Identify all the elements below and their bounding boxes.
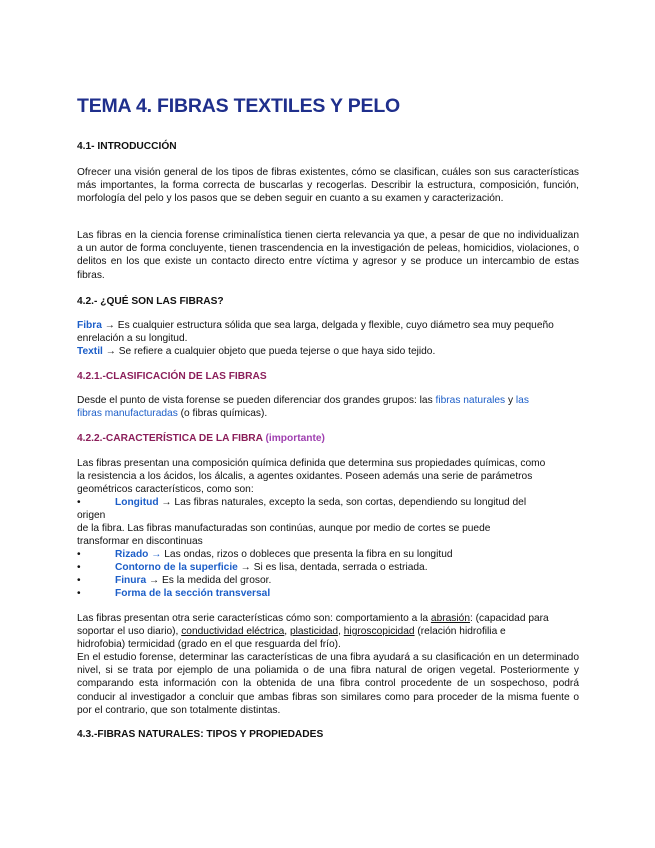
rizado-def: Las ondas, rizos o dobleces que presenta la fibra en su longitud	[161, 549, 453, 560]
heading-caracteristica-text: 4.2.2.-CARACTERÍSTICA DE LA FIBRA	[77, 433, 263, 444]
longitud-def-cont-2: de la fibra. Las fibras manufacturadas son continúas, aunque por medio de cortes se puede	[77, 523, 491, 534]
definition-textil	[77, 345, 579, 358]
importante-note: (importante)	[265, 433, 325, 444]
bullet-finura	[115, 574, 271, 587]
term-higroscopicidad: higroscopicidad	[343, 626, 415, 637]
contorno-def: → Si es lisa, dentada, serrada o estriada.	[237, 562, 428, 573]
link-fibras-naturales[interactable]: fibras naturales	[435, 395, 506, 406]
term-conductividad: conductividad eléctrica	[181, 626, 285, 637]
longitud-def-cont-1: origen	[77, 510, 106, 521]
p2-text-d: ,	[284, 626, 290, 637]
finura-def: → Es la medida del grosor.	[146, 575, 272, 586]
caracteristicas-line-2	[77, 625, 579, 638]
paragraph-intro-2: Las fibras en la ciencia forense criminalística tienen cierta relevancia ya que, a pesar de que no individualizan a un autor de forma concluyente, tienen trascendencia en la investigación de peleas, homicidios, violaciones, o delitos en los que existe un contacto directo entre víctima y agresor y se produce un intercambio de estas fibras.	[77, 230, 579, 281]
term-longitud: Longitud	[115, 497, 159, 508]
link-fibras-manufacturadas-a[interactable]: las	[515, 395, 529, 406]
p2-text-b: : (capacidad para	[470, 613, 549, 624]
bullet-rizado	[115, 548, 453, 561]
paragraph-clasificacion-cont	[77, 407, 579, 420]
paragraph-intro-1: Ofrecer una visión general de los tipos de fibras existentes, cómo se clasifican, cuáles son sus características más importantes, la forma correcta de buscarlas y recogerlas. Describir la estructura, composición, función, morfología del pelo y los pasos que se deben seguir en cuanto a su examen y caracterización.	[77, 167, 579, 205]
bullet-seccion	[115, 587, 270, 600]
bullet-marker: •	[77, 549, 81, 560]
definition-fibra	[77, 319, 579, 332]
term-finura: Finura	[115, 575, 147, 586]
bullet-longitud	[115, 496, 526, 509]
caracteristicas-line-1	[77, 612, 579, 625]
paragraph-clasificacion	[77, 394, 579, 407]
longitud-def-cont-3: transformar en discontinuas	[77, 536, 203, 547]
page-title: TEMA 4. FIBRAS TEXTILES Y PELO	[77, 95, 401, 117]
definition-fibra-cont: enrelación a su longitud.	[77, 333, 188, 344]
bullet-marker: •	[77, 588, 81, 599]
bullet-marker: •	[77, 562, 81, 573]
longitud-def: → Las fibras naturales, excepto la seda, son cortas, dependiendo su longitud del	[158, 497, 527, 508]
p2-text-e: ,	[338, 626, 344, 637]
heading-fibras-naturales: 4.3.-FIBRAS NATURALES: TIPOS Y PROPIEDADES	[77, 729, 324, 740]
definition-fibra-text: → Es cualquier estructura sólida que sea larga, delgada y flexible, cuyo diámetro sea muy pequeño	[101, 320, 554, 331]
term-abrasion: abrasión	[430, 613, 470, 624]
clasificacion-text-b: y	[505, 395, 516, 406]
bullet-marker: •	[77, 575, 81, 586]
caracteristica-intro-2: la resistencia a los ácidos, los álcalis, a agentes oxidantes. Poseen además una serie de parámetros	[77, 471, 533, 482]
term-plasticidad: plasticidad	[289, 626, 339, 637]
link-fibras-manufacturadas-b[interactable]: fibras manufacturadas	[77, 408, 178, 419]
p2-text-c: soportar el uso diario),	[77, 626, 182, 637]
paragraph-estudio-forense: En el estudio forense, determinar las características de una fibra ayudará a su clasificación en un determinado nivel, si se trata por ejemplo de una poliamida o de una fibra natural de origen vegetal. Posteriormente y comparando esta información con la obtenida de una fibra control procedente de un sospechoso, podrá conducir al investigador a concluir que ambas fibras son similares como para proceder de la misma fuente o por el contrario, que son totalmente distintas.	[77, 652, 579, 716]
clasificacion-text-a: Desde el punto de vista forense se pueden diferenciar dos grandes grupos: las	[77, 395, 436, 406]
term-rizado: Rizado →	[115, 549, 162, 560]
caracteristicas-line-3: hidrofobia) termicidad (grado en el que resguarda del frío).	[77, 639, 341, 650]
bullet-marker: •	[77, 497, 81, 508]
caracteristica-intro-1: Las fibras presentan una composición química definida que determina sus propiedades químicas, como	[77, 458, 546, 469]
term-fibra: Fibra	[77, 320, 102, 331]
heading-caracteristica	[77, 432, 325, 445]
bullet-contorno	[115, 561, 428, 574]
heading-que-son-fibras: 4.2.- ¿QUÉ SON LAS FIBRAS?	[77, 296, 224, 307]
p2-text-a: Las fibras presentan otra serie características cómo son: comportamiento a la	[77, 613, 431, 624]
term-seccion-transversal: Forma de la sección transversal	[115, 588, 271, 599]
term-contorno: Contorno de la superficie	[115, 562, 238, 573]
clasificacion-text-c: (o fibras químicas).	[177, 408, 268, 419]
term-textil: Textil	[77, 346, 103, 357]
heading-clasificacion: 4.2.1.-CLASIFICACIÓN DE LAS FIBRAS	[77, 371, 267, 382]
heading-introduccion: 4.1- INTRODUCCIÓN	[77, 141, 177, 152]
p2-text-f: (relación hidrofilia e	[414, 626, 506, 637]
caracteristica-intro-3: geométricos característicos, como son:	[77, 484, 254, 495]
definition-textil-text: → Se refiere a cualquier objeto que pueda tejerse o que haya sido tejido.	[102, 346, 436, 357]
